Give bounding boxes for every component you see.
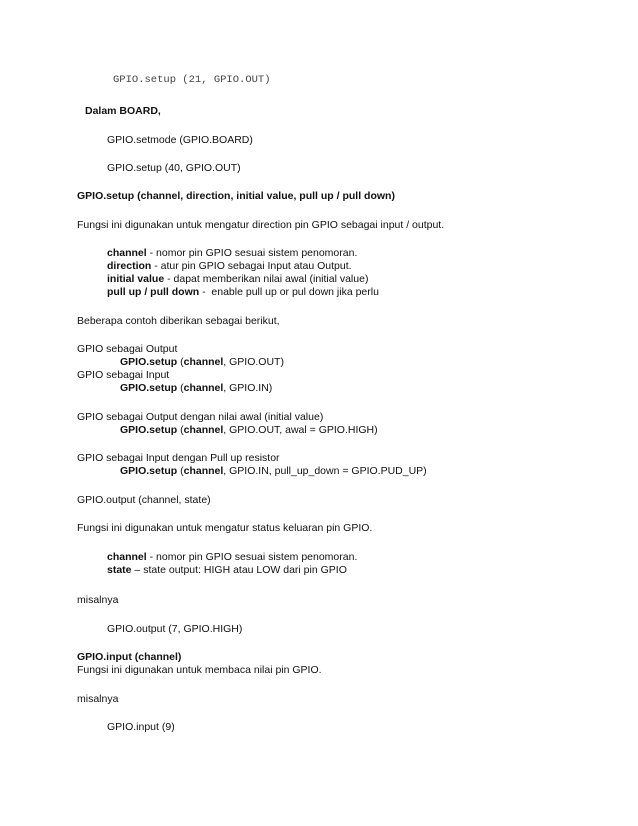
example-output-label: GPIO sebagai Output <box>77 343 178 355</box>
param-channel <box>107 247 357 260</box>
paragraph-examples-intro: Beberapa contoh diberikan sebagai berikut, <box>77 315 280 327</box>
param-output-state: state – state output: HIGH atau LOW dari pin GPIO <box>107 564 347 576</box>
code-line-setup-40: GPIO.setup (40, GPIO.OUT) <box>107 162 241 174</box>
param-channel-name: channel <box>107 247 147 259</box>
code-line-output-signature: GPIO.output (channel, state) <box>77 494 211 506</box>
example-input-pullup-code: GPIO.setup (channel, GPIO.IN, pull_up_down = GPIO.PUD_UP) <box>120 465 427 477</box>
param-direction-name: direction <box>107 260 152 272</box>
section-heading-input: GPIO.input (channel) <box>77 651 182 663</box>
param-pull-up-down-desc: - enable pull up or pul down jika perlu <box>199 286 379 298</box>
param-initial-value-name: initial value <box>107 273 165 285</box>
label-misalnya-2: misalnya <box>77 693 119 705</box>
paragraph-output-description: Fungsi ini digunakan untuk mengatur status keluaran pin GPIO. <box>77 522 373 534</box>
code-line-setmode: GPIO.setmode (GPIO.BOARD) <box>107 134 253 146</box>
example-output-code: GPIO.setup (channel, GPIO.OUT) <box>120 356 284 368</box>
param-output-channel: channel - nomor pin GPIO sesuai sistem penomoran. <box>107 551 358 563</box>
param-direction <box>107 260 352 273</box>
paragraph-setup-description: Fungsi ini digunakan untuk mengatur direction pin GPIO sebagai input / output. <box>77 219 445 231</box>
param-direction-desc: - atur pin GPIO sebagai Input atau Output. <box>151 260 352 272</box>
param-pull-up-down <box>107 286 379 299</box>
section-heading-setup-signature: GPIO.setup (channel, direction, initial value, pull up / pull down) <box>77 190 395 202</box>
param-channel-desc: - nomor pin GPIO sesuai sistem penomoran. <box>146 247 358 259</box>
example-input-pullup-label: GPIO sebagai Input dengan Pull up resistor <box>77 452 280 464</box>
section-heading-board: Dalam BOARD, <box>85 105 161 117</box>
code-line-input-example: GPIO.input (9) <box>107 721 175 733</box>
label-misalnya-1: misalnya <box>77 594 119 606</box>
param-initial-value-desc: - dapat memberikan nilai awal (initial value) <box>164 273 369 285</box>
example-input-label: GPIO sebagai Input <box>77 369 170 381</box>
example-input-code: GPIO.setup (channel, GPIO.IN) <box>120 382 273 394</box>
example-output-initial-code: GPIO.setup (channel, GPIO.OUT, awal = GPIO.HIGH) <box>120 424 378 436</box>
paragraph-input-description: Fungsi ini digunakan untuk membaca nilai pin GPIO. <box>77 664 322 676</box>
example-output-initial-label: GPIO sebagai Output dengan nilai awal (initial value) <box>77 411 324 423</box>
param-initial-value <box>107 273 368 286</box>
code-line-output-example: GPIO.output (7, GPIO.HIGH) <box>107 623 243 635</box>
param-pull-up-down-name: pull up / pull down <box>107 286 200 298</box>
code-line-gpio-setup-21: GPIO.setup (21, GPIO.OUT) <box>113 74 271 86</box>
